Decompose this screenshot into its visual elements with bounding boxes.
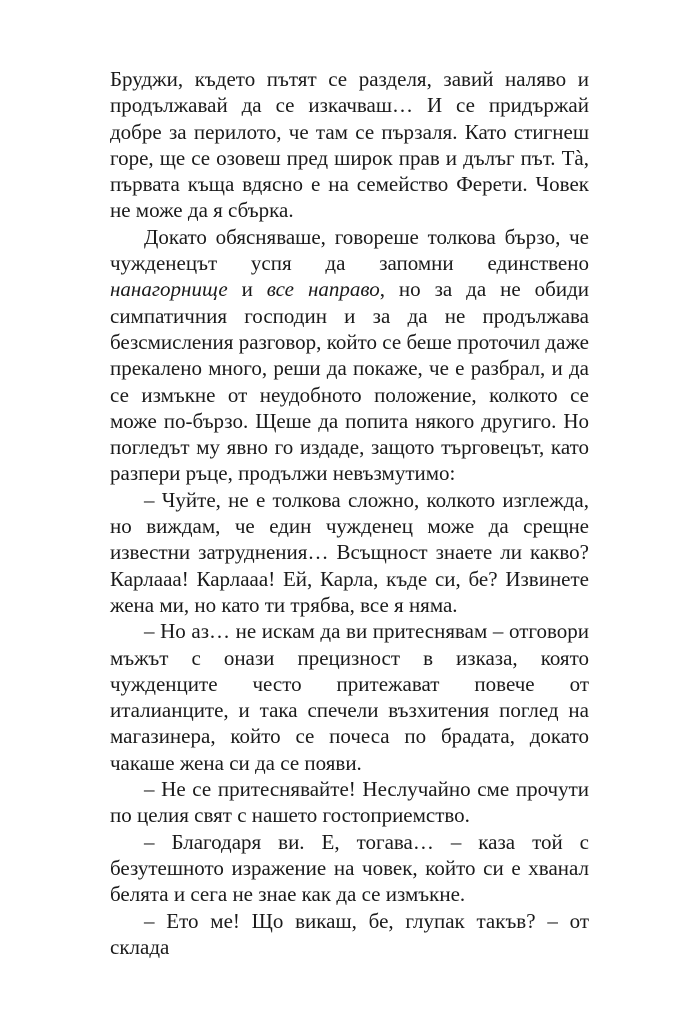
paragraph	[110, 224, 589, 487]
italic-phrase: все направо	[266, 277, 380, 302]
text-run: – Но аз… не искам да ви притеснявам – отговори мъжът с онази прецизност в изказа, която чужденците често притежават повече от италианците, и така спечели възхитения поглед на магазинера, който се почеса по брадата, докато чакаше жена си да се появи.	[110, 619, 589, 775]
text-run: – Благодаря ви. Е, тогава… – каза той с безутешното изражение на човек, който си е хванал белята и сега не знае как да се измъкне.	[110, 829, 589, 907]
text-run: Бруджи, където пътят се разделя, завий наляво и продължавай да се изкачваш… И се придържай добре за перилото, че там се пързаля. Като стигнеш горе, ще се озовеш пред широк прав и дълъг път. Тà, първата къща вдясно е на семейство Ферети. Човек не може да я сбърка.	[110, 67, 589, 223]
italic-phrase: нанагорнище	[110, 277, 228, 302]
text-run: и	[227, 277, 267, 302]
paragraph	[110, 487, 589, 618]
body-text	[110, 66, 589, 960]
text-run: – Чуйте, не е толкова сложно, колкото изглежда, но виждам, че един чужденец може да срещне известни затруднения… Всъщност знаете ли какво? Карлааа! Карлааа! Ей, Карла, къде си, бе? Извинете жена ми, но като ти трябва, все я няма.	[110, 487, 589, 617]
paragraph	[110, 618, 589, 776]
text-run: – Ето ме! Що викаш, бе, глупак такъв? – от склада	[110, 908, 589, 959]
paragraph	[110, 66, 589, 224]
paragraph	[110, 908, 589, 961]
text-run: – Не се притеснявайте! Неслучайно сме прочути по целия свят с нашето гостоприемство.	[110, 777, 589, 828]
paragraph	[110, 829, 589, 908]
paragraph	[110, 776, 589, 829]
text-run: Докато обясняваше, говореше толкова бързо, че чужденецът успя да запомни единствено	[110, 224, 589, 276]
text-run: , но за да не обиди симпатичния господин и за да не продължава безсмисления разговор, който се беше проточил даже прекалено много, реши да покаже, че е разбрал, и да се измъкне от неудобното положение, колкото се може по-бързо. Щеше да попита някого другиго. Но погледът му явно го издаде, защото търговецът, като разпери ръце, продължи невъзмутимо:	[110, 277, 589, 486]
